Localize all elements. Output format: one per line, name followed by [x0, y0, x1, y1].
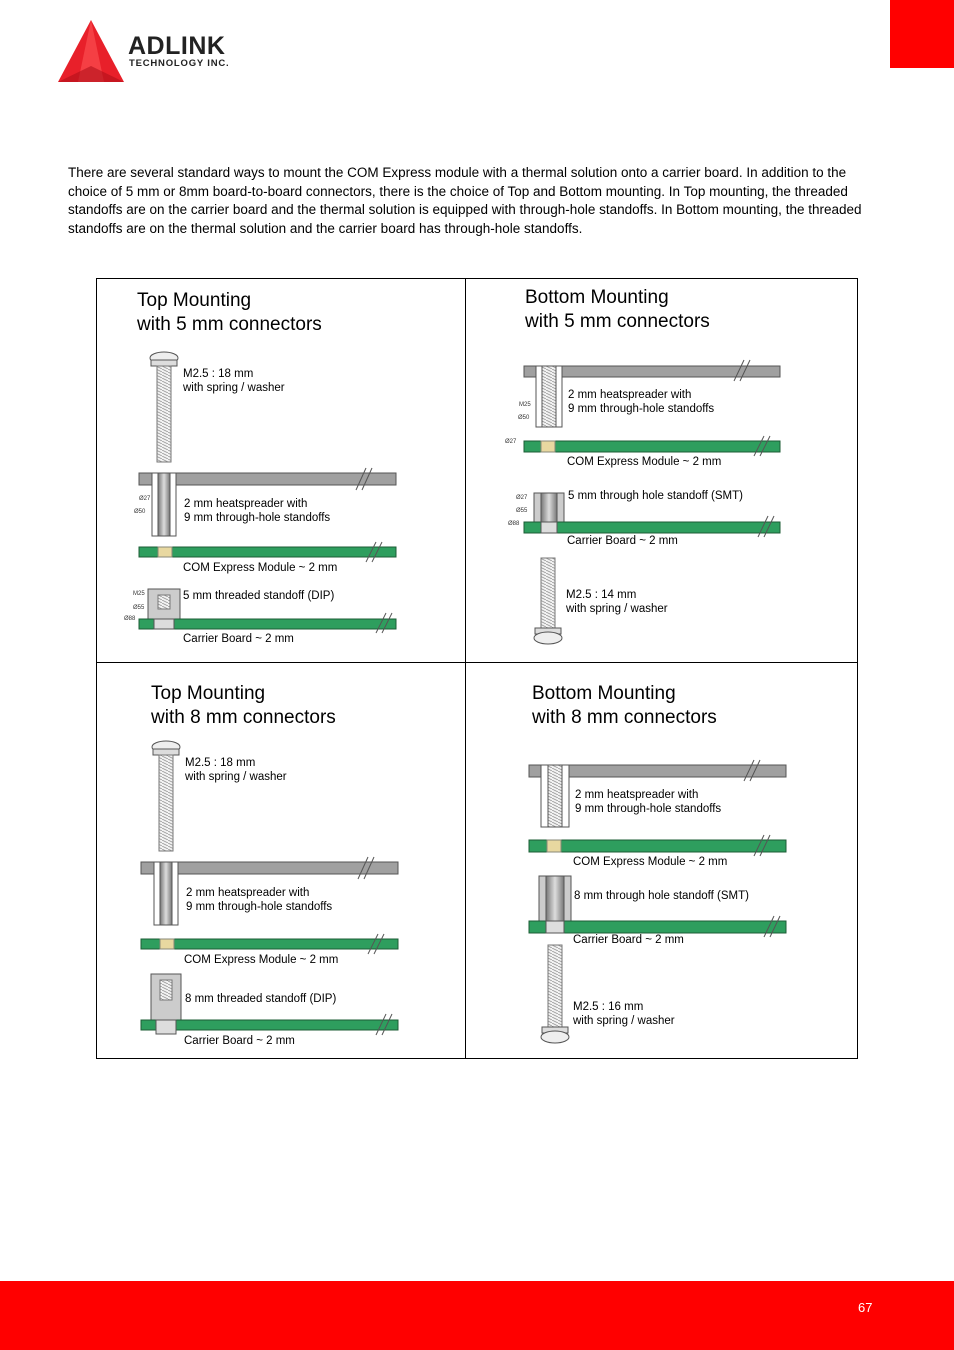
top5-title-line1: Top Mounting: [137, 290, 252, 311]
bottom5-dim-d27: Ø27: [505, 439, 517, 445]
top5-dim-d88: Ø88: [124, 616, 136, 622]
top8-carrier-label: Carrier Board ~ 2 mm: [184, 1035, 295, 1047]
bottom5-dim-d55: Ø55: [516, 508, 528, 514]
top5-module: [139, 542, 396, 562]
top5-dim-d50: Ø50: [134, 509, 146, 515]
bottom8-standoff-label: 8 mm through hole standoff (SMT): [574, 890, 749, 902]
bottom5-dim-d27b: Ø27: [516, 495, 528, 501]
bottom5-carrier-label: Carrier Board ~ 2 mm: [567, 535, 678, 547]
top5-standoff-label: 5 mm threaded standoff (DIP): [183, 590, 335, 602]
bottom5-screw-label: M2.5 : 14 mm: [566, 589, 637, 601]
top5-screw-sub: with spring / washer: [183, 382, 285, 394]
bottom5-dim-d50: Ø50: [518, 415, 530, 421]
bottom5-module-label: COM Express Module ~ 2 mm: [567, 456, 722, 468]
top5-dim-d27: Ø27: [139, 496, 151, 502]
bottom8-screw-label: M2.5 : 16 mm: [573, 1001, 644, 1013]
bottom8-carrier-label: Carrier Board ~ 2 mm: [573, 934, 684, 946]
top8-module-label: COM Express Module ~ 2 mm: [184, 954, 339, 966]
logo-tagline: TECHNOLOGY INC.: [129, 58, 230, 69]
intro-paragraph: There are several standard ways to mount the COM Express module with a thermal solution onto a carrier board. In addition to the choice of 5 mm or 8mm board-to-board connectors, there is the choice of Top and Bottom mounting. In Top mounting, the threaded standoffs are on the carrier board and the thermal solution is equipped with through-hole standoffs. In Bottom mounting, the threaded standoffs are on the thermal solution and the carrier board has through-hole standoffs.: [68, 165, 862, 236]
bottom8-title-line1: Bottom Mounting: [532, 683, 676, 704]
bottom8-title-line2: with 8 mm connectors: [532, 707, 717, 728]
bottom8-module-label: COM Express Module ~ 2 mm: [573, 856, 728, 868]
top8-standoff-label: 8 mm threaded standoff (DIP): [185, 993, 337, 1005]
bottom8-standoff: [529, 876, 786, 937]
bottom8-module: [529, 835, 786, 856]
bottom5-hs-label: 2 mm heatspreader with: [568, 389, 692, 401]
bottom5-title-line2: with 5 mm connectors: [525, 311, 710, 332]
top5-screw: [150, 352, 178, 462]
top8-hs-sub: 9 mm through-hole standoffs: [186, 901, 333, 913]
bottom5-dim-d88: Ø88: [508, 521, 520, 527]
top5-module-label: COM Express Module ~ 2 mm: [183, 562, 338, 574]
bottom5-standoff-label: 5 mm through hole standoff (SMT): [568, 490, 743, 502]
top8-screw-label: M2.5 : 18 mm: [185, 757, 256, 769]
bottom5-screw: [534, 558, 562, 644]
top8-module: [141, 934, 398, 954]
logo-name: ADLINK: [128, 32, 226, 60]
top8-title-line1: Top Mounting: [151, 683, 266, 704]
top8-title-line2: with 8 mm connectors: [151, 707, 336, 728]
top5-title-line2: with 5 mm connectors: [137, 314, 322, 335]
top8-screw: [152, 741, 180, 851]
bottom5-dim-m25: M25: [519, 402, 531, 408]
footer-bar: [0, 1281, 954, 1350]
top5-carrier-label: Carrier Board ~ 2 mm: [183, 633, 294, 645]
page-number: 67: [858, 1300, 873, 1315]
top5-hs-sub: 9 mm through-hole standoffs: [184, 512, 331, 524]
top8-screw-sub: with spring / washer: [185, 771, 287, 783]
top8-hs-label: 2 mm heatspreader with: [186, 887, 310, 899]
bottom5-title-line1: Bottom Mounting: [525, 287, 669, 308]
top5-dim-m25: M25: [133, 591, 145, 597]
bottom8-screw-sub: with spring / washer: [573, 1015, 675, 1027]
bottom8-hs-label: 2 mm heatspreader with: [575, 789, 699, 801]
top5-screw-label: M2.5 : 18 mm: [183, 368, 254, 380]
bottom8-hs-sub: 9 mm through-hole standoffs: [575, 803, 722, 815]
bottom5-hs-sub: 9 mm through-hole standoffs: [568, 403, 715, 415]
bottom5-screw-sub: with spring / washer: [566, 603, 668, 615]
bottom8-screw: [541, 945, 569, 1043]
top5-dim-d55: Ø55: [133, 605, 145, 611]
bottom5-module: [524, 436, 780, 456]
top5-hs-label: 2 mm heatspreader with: [184, 498, 308, 510]
